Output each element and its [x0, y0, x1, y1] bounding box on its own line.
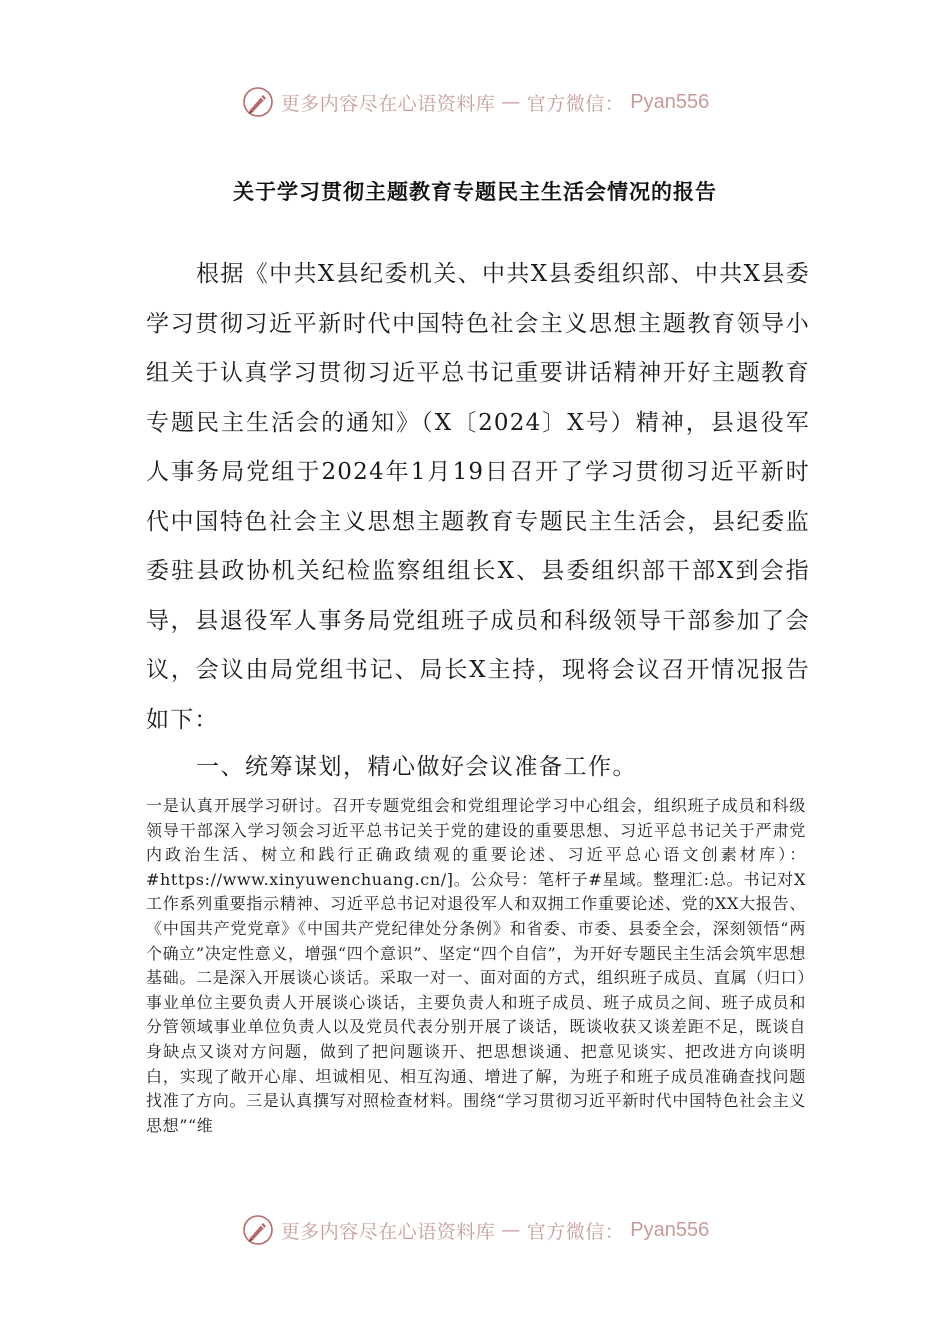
watermark-separator: — — [501, 1219, 521, 1241]
watermark-text: 更多内容尽在心语资料库 — [280, 1220, 496, 1243]
section-body-1: 一是认真开展学习研讨。召开专题党组会和党组理论学习中心组会，组织班子成员和科级领导干部深入学习领会习近平总书记关于党的建设的重要思想、习近平总书记关于严肃党内政治生活、树立和践行正确政绩观的重要论述、习近平总心语文创素材库）：#https://www.xinyuwenchuang.cn/]。公众号：笔杆子#星域。整理汇:总。书记对X工作系列重要指示精神、习近平总书记对退役军人和双拥工作重要论述、党的XX大报告、《中国共产党党章》《中国共产党纪律处分条例》和省委、市委、县委全会，深刻领悟“两个确立”决定性意义，增强“四个意识”、坚定“四个自信”，为开好专题民主生活会筑牢思想基础。二是深入开展谈心谈话。采取一对一、面对面的方式，组织班子成员、直属（归口）事业单位主要负责人开展谈心谈话，主要负责人和班子成员、班子成员之间、班子成员和分管领域事业单位负责人以及党员代表分别开展了谈话，既谈收获又谈差距不足，既谈自身缺点又谈对方问题，做到了把问题谈开、把思想谈通、把意见谈实、把改进方向谈明白，实现了敞开心扉、坦诚相见、相互沟通、增进了解，为班子和班子成员准确查找问题找准了方向。三是认真撰写对照检查材料。围绕“学习贯彻习近平新时代中国特色社会主义思想”“维 — [146, 796, 806, 1135]
watermark-text: 更多内容尽在心语资料库 — [280, 92, 496, 115]
watermark-separator: — — [501, 91, 521, 113]
pen-logo-icon — [241, 1213, 275, 1247]
pen-logo-icon — [241, 85, 275, 119]
watermark-contact: 官方微信： — [526, 1220, 625, 1243]
watermark-footer — [0, 1210, 950, 1250]
watermark-wechat-id: Pyan556 — [630, 1218, 710, 1241]
watermark-contact: 官方微信： — [526, 92, 625, 115]
intro-paragraph: 根据《中共X县纪委机关、中共X县委组织部、中共X县委学习贯彻习近平新时代中国特色社会主义思想主题教育领导小组关于认真学习贯彻习近平总书记重要讲话精神开好主题教育专题民主生活会的通知》（X〔2024〕X号）精神，县退役军人事务局党组于2024年1月19日召开了学习贯彻习近平新时代中国特色社会主义思想主题教育专题民主生活会，县纪委监委驻县政协机关纪检监察组组长X、县委组织部干部X到会指导，县退役军人事务局党组班子成员和科级领导干部参加了会议，会议由局党组书记、局长X主持，现将会议召开情况报告如下： — [146, 261, 810, 733]
section-heading-1: 一、统筹谋划，精心做好会议准备工作。 — [196, 754, 637, 780]
watermark-wechat-id: Pyan556 — [630, 90, 710, 113]
watermark-header — [0, 82, 950, 122]
document-title: 关于学习贯彻主题教育专题民主生活会情况的报告 — [233, 180, 717, 204]
